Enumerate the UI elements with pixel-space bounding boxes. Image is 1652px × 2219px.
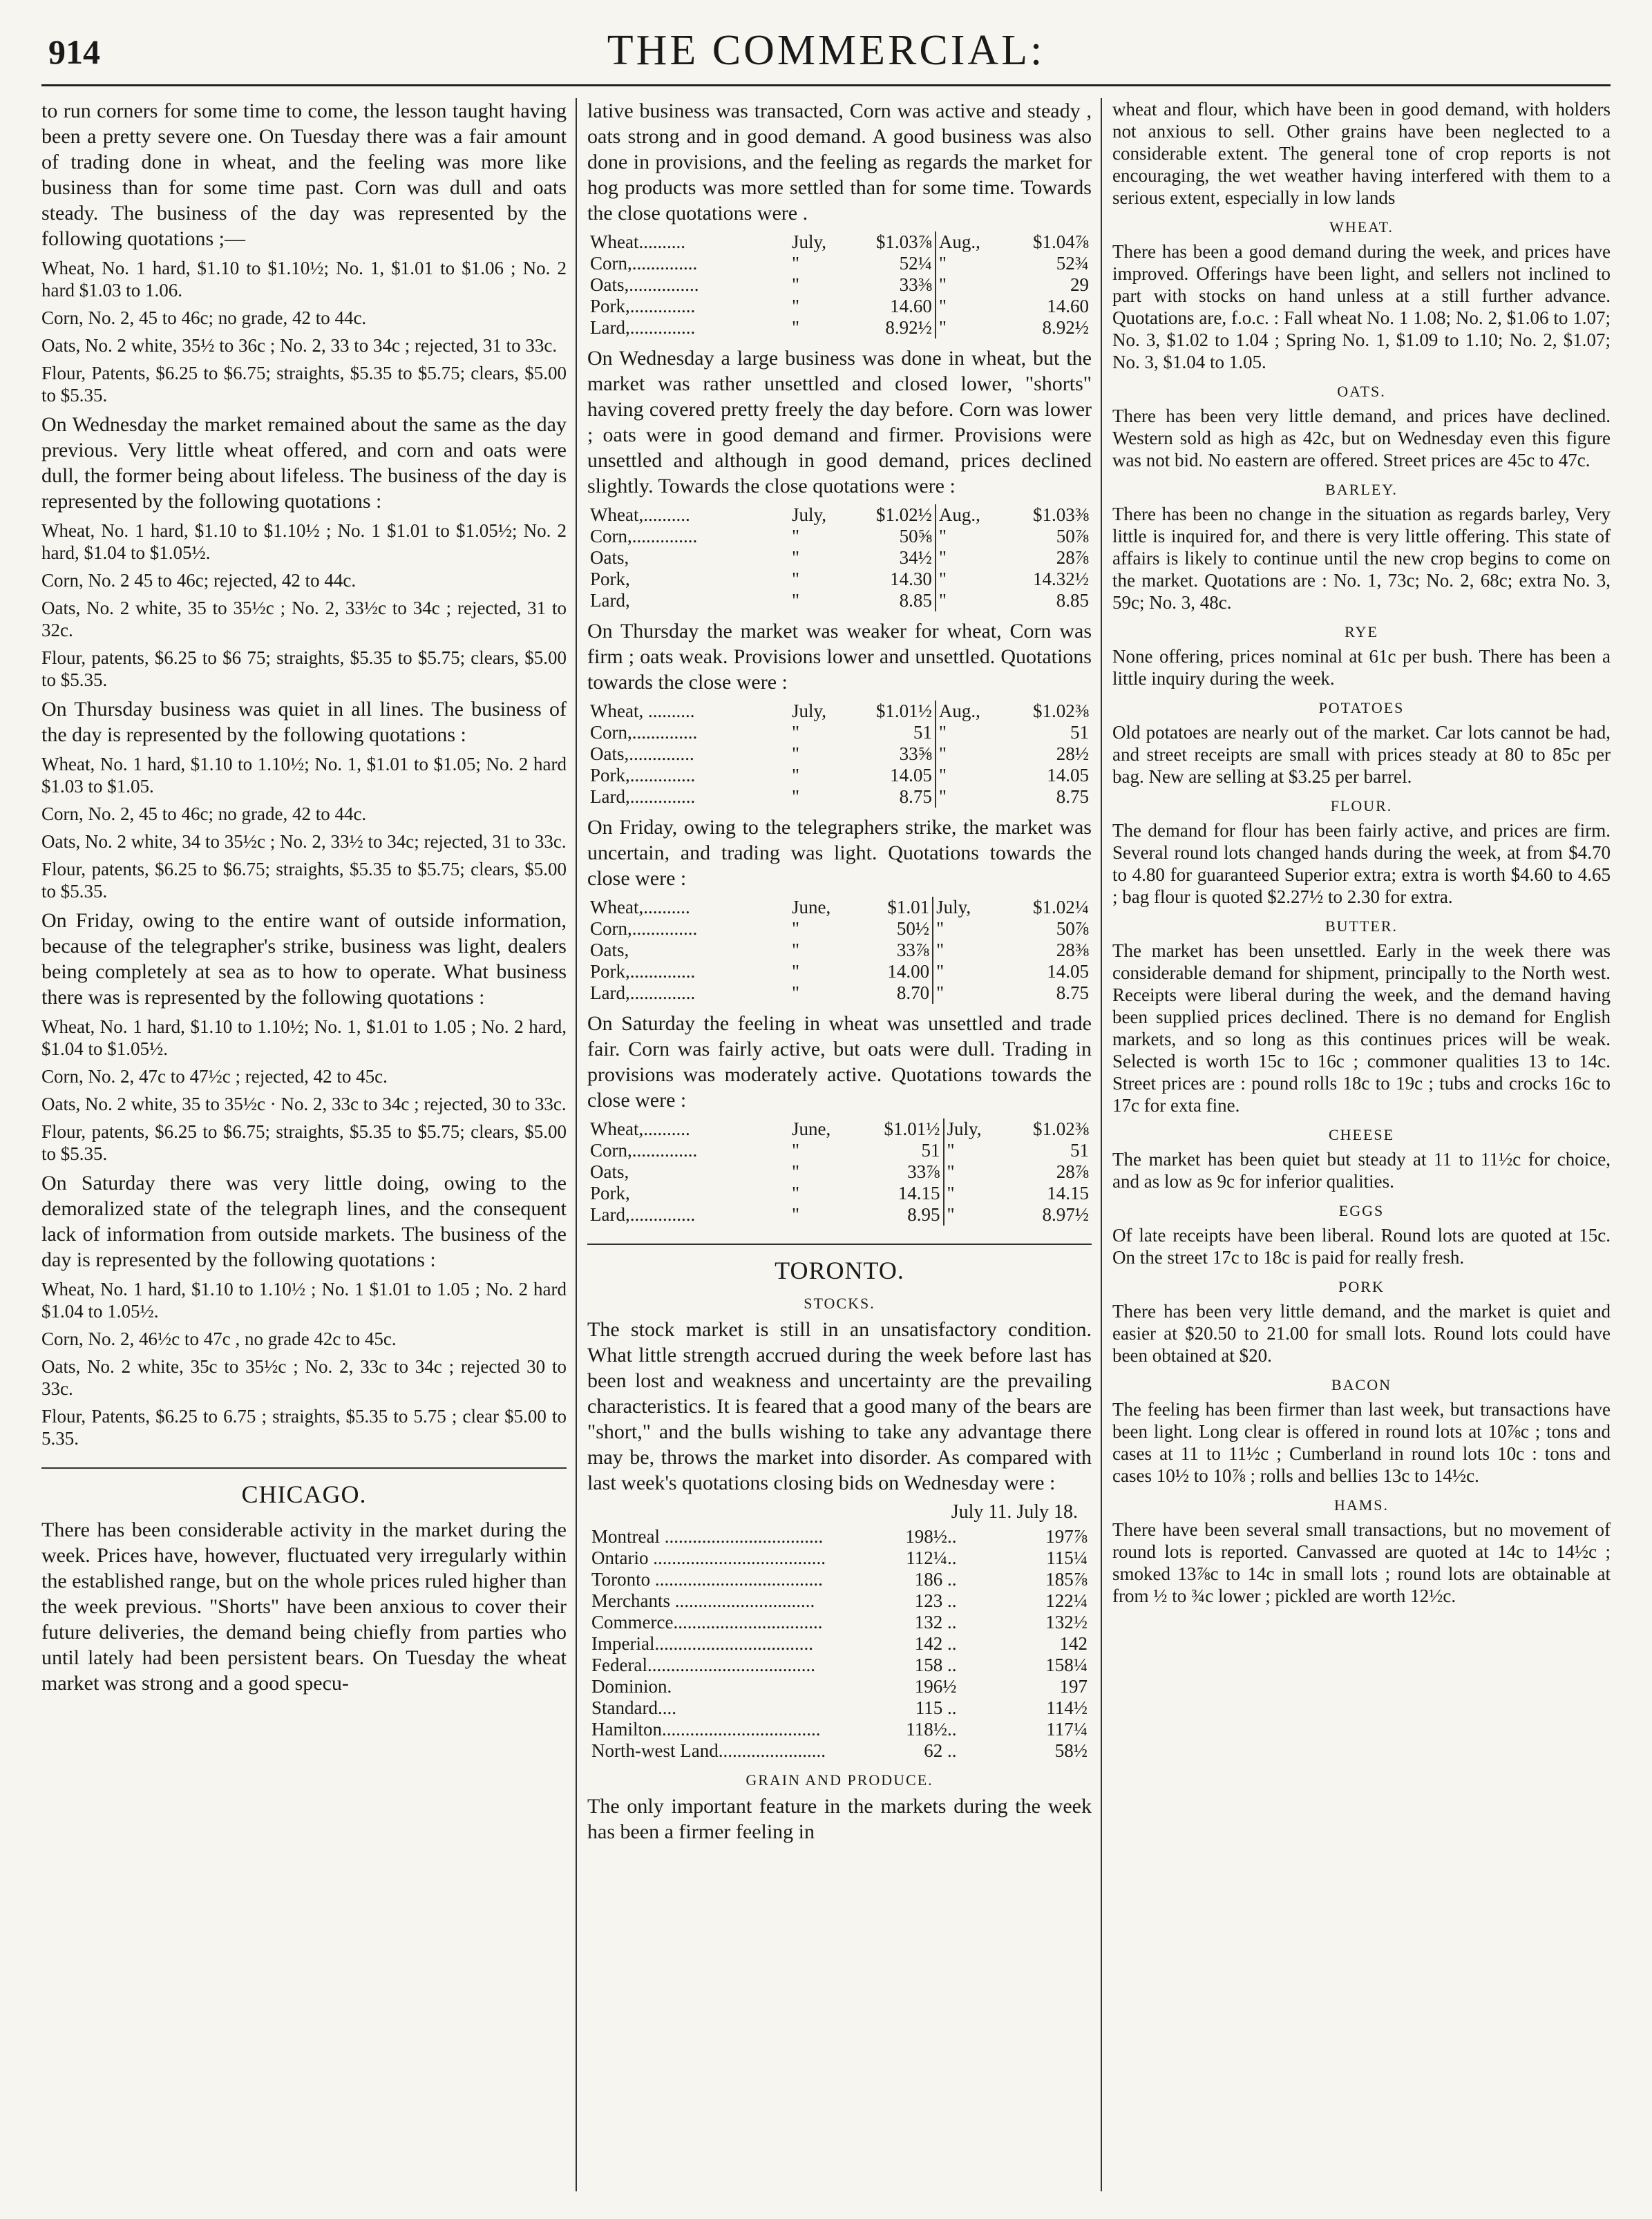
bid-july-11-cell: 118½.. xyxy=(906,1719,957,1740)
quotation-corn: Corn, No. 2, 45 to 46c; no grade, 42 to 44c. xyxy=(41,307,367,328)
newspaper-title: THE COMMERCIAL: xyxy=(607,27,1045,74)
price-cell: $1.01½ xyxy=(884,1118,940,1139)
quotation-row xyxy=(587,253,1092,274)
price-cell: 14.32½ xyxy=(1033,569,1089,589)
month-cell: June, xyxy=(792,897,831,917)
price-cell: 14.60 xyxy=(1047,296,1089,316)
quotation-row xyxy=(587,526,1092,547)
price-cell: 52¼ xyxy=(899,253,932,274)
stock-row xyxy=(587,1547,1092,1569)
bid-july-11-cell: 142 .. xyxy=(914,1633,957,1654)
quotation-flour: Flour, Patents, $6.25 to $6.75; straights, $5.35 to $5.75; clears, $5.00 to $5.35. xyxy=(41,363,567,406)
subheading-eggs: EGGS xyxy=(1338,1202,1385,1219)
price-cell: 8.95 xyxy=(907,1204,940,1225)
quotation-oats: Oats, No. 2 white, 34 to 35½c ; No. 2, 33½ to 34c; rejected, 31 to 33c. xyxy=(41,831,567,852)
stock-row xyxy=(587,1612,1092,1633)
quotation-row xyxy=(587,590,1092,611)
columns xyxy=(41,98,1611,2191)
bid-july-11-cell: 186 .. xyxy=(914,1569,957,1590)
stock-name-cell: Montreal .................................. xyxy=(591,1526,824,1547)
month-cell: " xyxy=(936,743,1004,765)
commodity-cell: Wheat, .......... xyxy=(590,701,695,721)
month-cell: " xyxy=(792,526,800,546)
quotation-wheat: Wheat, No. 1 hard, $1.10 to 1.10½; No. 1, $1.01 to 1.05 ; No. 2 hard, $1.04 to $1.05½. xyxy=(41,1016,567,1059)
month-cell: " xyxy=(933,918,996,940)
masthead xyxy=(41,21,1611,86)
bid-july-18-cell: 185⅞ xyxy=(1045,1569,1088,1590)
commodity-cell: Corn,.............. xyxy=(590,253,698,274)
price-cell: 14.05 xyxy=(1047,961,1089,982)
price-cell: 8.75 xyxy=(1056,982,1089,1003)
bid-july-18-cell: 142 xyxy=(1059,1633,1088,1654)
commodity-cell: Lard, xyxy=(590,590,630,611)
price-cell: 8.97½ xyxy=(1042,1204,1089,1225)
price-cell: 8.85 xyxy=(1056,590,1089,611)
paragraph: There has been a good demand during the week, and prices have improved. Offerings have been light, and sellers not inclined to part with stocks on hand unless at a still further advance. Quotations are, f.o.c. : Fall wheat No. 1 1.08; No. 2, $1.06 to 1.07; No. 3, $1.02 to 1.04 ; Spring No. 1, $1.09 to 1.10; No. 2, $1.07; No. 3, $1.04 to 1.05. xyxy=(1112,241,1611,372)
month-cell: July, xyxy=(792,504,827,525)
column-1 xyxy=(41,98,567,2191)
subheading-flour: FLOUR. xyxy=(1330,797,1393,815)
paragraph: There has been considerable activity in the market during the week. Prices have, however, fluctuated very irregularly within the established range, but on the whole prices ruled higher than the week previous. "Shorts" have been anxious to cover their future deliveries, the demand being chiefly from parties who until lately had been persistent bears. On Tuesday the wheat market was strong and a good specu- xyxy=(41,1518,567,1695)
month-cell: " xyxy=(792,1161,800,1182)
month-cell: Aug., xyxy=(936,231,1004,253)
month-cell: " xyxy=(792,918,800,939)
paragraph: On Thursday business was quiet in all lines. The business of the day is represented by the following quotations : xyxy=(41,698,567,746)
commodity-cell: Lard,.............. xyxy=(590,982,696,1003)
month-cell: " xyxy=(792,253,800,274)
quotation-flour: Flour, patents, $6.25 to $6 75; straights, $5.35 to $5.75; clears, $5.00 to $5.35. xyxy=(41,647,567,690)
bid-july-18-cell: 115¼ xyxy=(1046,1547,1088,1568)
bid-july-11-cell: 112¼.. xyxy=(906,1547,957,1568)
month-cell: " xyxy=(792,1204,800,1225)
month-cell: " xyxy=(792,1183,800,1203)
commodity-cell: Wheat,.......... xyxy=(590,897,690,917)
month-cell: " xyxy=(933,940,996,961)
quotation-flour: Flour, patents, $6.25 to $6.75; straights, $5.35 to $5.75; clears, $5.00 to $5.35. xyxy=(41,859,567,902)
quotation-row xyxy=(587,982,1092,1004)
price-cell: 14.05 xyxy=(1047,765,1089,785)
month-cell: " xyxy=(936,274,1004,296)
subheading-butter: BUTTER. xyxy=(1325,917,1398,935)
price-cell: 50⅝ xyxy=(899,526,932,546)
quotation-flour: Flour, Patents, $6.25 to 6.75 ; straights, $5.35 to 5.75 ; clear $5.00 to 5.35. xyxy=(41,1406,567,1449)
quotation-row xyxy=(587,274,1092,296)
quotation-row xyxy=(587,1118,1092,1140)
quotation-table xyxy=(587,231,1092,339)
subheading-rye: RYE xyxy=(1345,623,1378,640)
price-cell: 14.15 xyxy=(1047,1183,1089,1203)
commodity-cell: Pork, xyxy=(590,569,630,589)
quotation-table xyxy=(587,504,1092,611)
quotation-corn: Corn, No. 2, 47c to 47½c ; rejected, 42 to 45c. xyxy=(41,1066,388,1087)
paragraph: There has been very little demand, and the market is quiet and easier at $20.50 to 21.00 for small lots. Round lots could have been obtained at $20. xyxy=(1112,1301,1611,1366)
price-cell: 8.85 xyxy=(899,590,932,611)
subheading-oats: OATS. xyxy=(1337,383,1386,400)
paragraph: On Friday, owing to the entire want of outside information, because of the telegrapher's strike, business was light, dealers being completely at sea as to how to operate. What business there was is represented by the following quotations : xyxy=(41,909,567,1009)
price-cell: 14.00 xyxy=(887,961,930,982)
stock-row xyxy=(587,1526,1092,1547)
stock-row xyxy=(587,1590,1092,1612)
column-divider xyxy=(576,98,577,2191)
subheading-pork: PORK xyxy=(1338,1278,1385,1295)
price-cell: 33⅜ xyxy=(899,274,932,295)
price-cell: 8.92½ xyxy=(885,317,932,338)
quotation-oats: Oats, No. 2 white, 35½ to 36c ; No. 2, 33 to 34c ; rejected, 31 to 33c. xyxy=(41,335,558,356)
quotation-row xyxy=(587,317,1092,339)
month-cell: " xyxy=(792,569,800,589)
price-cell: 34½ xyxy=(899,547,932,568)
paragraph: There has been no change in the situation as regards barley, Very little is inquired for, and there is very little offering. This state of affairs is likely to continue until the new crop begins to come on the market. Quotations are : No. 1, 73c; No. 2, 68c; extra No. 3, 59c; No. 3, 48c. xyxy=(1112,504,1611,613)
price-cell: 28⅜ xyxy=(1056,940,1089,960)
price-cell: 52¾ xyxy=(1056,253,1089,274)
bid-july-18-cell: 122¼ xyxy=(1045,1590,1088,1611)
paragraph: None offering, prices nominal at 61c per bush. There has been a little inquiry during the week. xyxy=(1112,646,1611,689)
quotation-flour: Flour, patents, $6.25 to $6.75; straights, $5.35 to $5.75; clears, $5.00 to $5.35. xyxy=(41,1121,567,1164)
commodity-cell: Oats,............... xyxy=(590,274,699,295)
newspaper-page xyxy=(41,21,1611,2204)
section-heading-toronto: TORONTO. xyxy=(587,1244,1092,1285)
commodity-cell: Lard,.............. xyxy=(590,786,696,807)
month-cell: " xyxy=(792,317,800,338)
quotation-row xyxy=(587,765,1092,786)
quotation-row xyxy=(587,1204,1092,1226)
quotation-row xyxy=(587,743,1092,765)
quotation-oats: Oats, No. 2 white, 35c to 35½c ; No. 2, 33c to 34c ; rejected 30 to 33c. xyxy=(41,1356,567,1399)
stock-row xyxy=(587,1740,1092,1762)
quotation-row xyxy=(587,231,1092,253)
quotation-corn: Corn, No. 2, 46½c to 47c , no grade 42c to 45c. xyxy=(41,1328,397,1349)
paragraph: There have been several small transactions, but no movement of round lots is reported. Canvassed are quoted at 14c to 14½c ; smoked 13⅞c to 14c in small lots ; round lots are obtainable at from ½ to ¾c lower ; pickled are worth 12½c. xyxy=(1112,1519,1611,1606)
month-cell: " xyxy=(936,296,1004,317)
paragraph: Old potatoes are nearly out of the market. Car lots cannot be had, and street receipts are small with prices steady at 80 to 85c per bag. New are selling at $3.25 per barrel. xyxy=(1112,722,1611,787)
price-cell: 8.70 xyxy=(896,982,930,1003)
price-cell: 8.75 xyxy=(1056,786,1089,807)
quotation-row xyxy=(587,1183,1092,1204)
stock-row xyxy=(587,1633,1092,1655)
price-cell: 51 xyxy=(1070,1140,1089,1161)
paragraph: The stock market is still in an unsatisfactory condition. What little strength accrued during the week before last has been lost and weakness and uncertainty are the prevailing characteristics. It is feared that a good many of the bears are "short," and the bulls wishing to take any advantage there may be, throws the market into disorder. As compared with last week's quotations closing bids on Wednesday were : xyxy=(587,1318,1092,1494)
price-cell: 50⅞ xyxy=(1056,526,1089,546)
commodity-cell: Lard,.............. xyxy=(590,317,696,338)
commodity-cell: Oats, xyxy=(590,940,629,960)
stock-name-cell: Merchants .............................. xyxy=(591,1590,815,1611)
month-cell: " xyxy=(936,547,1004,569)
month-cell: " xyxy=(936,786,1004,808)
price-cell: 33⅞ xyxy=(896,940,930,960)
commodity-cell: Lard,.............. xyxy=(590,1204,696,1225)
price-cell: 28⅞ xyxy=(1056,547,1089,568)
commodity-cell: Corn,.............. xyxy=(590,526,698,546)
quotation-row xyxy=(587,701,1092,722)
subheading-stocks: STOCKS. xyxy=(804,1295,875,1312)
price-cell: $1.02⅜ xyxy=(1033,1118,1089,1139)
quotation-row xyxy=(587,296,1092,317)
month-cell: " xyxy=(792,786,800,807)
commodity-cell: Oats, xyxy=(590,547,629,568)
bid-july-11-cell: 123 .. xyxy=(914,1590,957,1611)
quotation-row xyxy=(587,786,1092,808)
price-cell: $1.04⅞ xyxy=(1033,231,1089,252)
subheading-cheese: CHEESE xyxy=(1328,1126,1395,1143)
section-heading-chicago: CHICAGO. xyxy=(41,1467,567,1509)
paragraph: The demand for flour has been fairly active, and prices are firm. Several round lots changed hands during the week, at from $4.70 to 4.80 for guaranteed Superior extra; extra is worth $4.60 to 4.65 ; bag flour is quoted $2.27½ to 2.30 for extra. xyxy=(1112,820,1611,907)
commodity-cell: Corn,.............. xyxy=(590,722,698,743)
price-cell: 29 xyxy=(1070,274,1089,295)
subheading-barley: BARLEY. xyxy=(1325,481,1398,498)
quotation-row xyxy=(587,918,1092,940)
month-cell: Aug., xyxy=(936,701,1004,722)
quotation-oats: Oats, No. 2 white, 35 to 35½c · No. 2, 33c to 34c ; rejected, 30 to 33c. xyxy=(41,1094,567,1114)
stock-row xyxy=(587,1676,1092,1697)
paragraph: Of late receipts have been liberal. Round lots are quoted at 15c. On the street 17c to 18c is paid for really fresh. xyxy=(1112,1225,1611,1268)
month-cell: " xyxy=(936,569,1004,590)
paragraph: The feeling has been firmer than last week, but transactions have been light. Long clear is offered in round lots at 10⅞c ; tons and cases at 11 to 11½c ; Cumberland in round lots 10c : tons and cases 10½ to 10⅞ ; rolls and bellies 13c to 14½c. xyxy=(1112,1399,1611,1486)
bid-july-18-cell: 114½ xyxy=(1046,1697,1088,1718)
paragraph: On Wednesday the market remained about the same as the day previous. Very little wheat offered, and corn and oats were dull, the former being about lifeless. The business of the day is represented by the following quotations : xyxy=(41,413,567,513)
bid-july-11-cell: 132 .. xyxy=(914,1612,957,1632)
paragraph: lative business was transacted, Corn was active and steady , oats strong and in good demand. A good business was also done in provisions, and the feeling as regards the market for hog products was more settled than for some time. Towards the close quotations were . xyxy=(587,99,1092,225)
price-cell: 28½ xyxy=(1056,743,1089,764)
quotation-row xyxy=(587,1140,1092,1161)
quotation-wheat: Wheat, No. 1 hard, $1.10 to $1.10½; No. 1, $1.01 to $1.06 ; No. 2 hard $1.03 to 1.06. xyxy=(41,258,567,301)
paragraph: The market has been quiet but steady at 11 to 11½c for choice, and as low as 9c for inferior qualities. xyxy=(1112,1149,1611,1192)
price-cell: $1.02½ xyxy=(875,504,932,525)
bid-july-18-cell: 117¼ xyxy=(1046,1719,1088,1740)
price-cell: 50½ xyxy=(896,918,930,939)
paragraph: On Wednesday a large business was done in wheat, but the market was rather unsettled and closed lower, "shorts" having covered pretty freely the day before. Corn was lower ; oats were in good demand and firmer. Provisions were unsettled and although in good demand, prices declined slightly. Towards the close quotations were : xyxy=(587,347,1092,497)
month-cell: July, xyxy=(792,231,827,252)
price-cell: 51 xyxy=(921,1140,940,1161)
price-cell: $1.02¼ xyxy=(1033,897,1089,917)
month-cell: " xyxy=(936,590,1004,611)
stock-name-cell: Commerce................................ xyxy=(591,1612,823,1632)
quotation-corn: Corn, No. 2, 45 to 46c; no grade, 42 to 44c. xyxy=(41,803,367,824)
quotation-wheat: Wheat, No. 1 hard, $1.10 to 1.10½; No. 1, $1.01 to $1.05; No. 2 hard $1.03 to $1.05. xyxy=(41,754,567,797)
bid-july-11-cell: 62 .. xyxy=(924,1740,957,1761)
price-cell: $1.01 xyxy=(887,897,930,917)
commodity-cell: Wheat.......... xyxy=(590,231,685,252)
month-cell: " xyxy=(944,1140,1003,1161)
price-cell: 28⅞ xyxy=(1056,1161,1089,1182)
price-cell: 8.92½ xyxy=(1042,317,1089,338)
subheading-bacon: BACON xyxy=(1331,1376,1392,1393)
month-cell: " xyxy=(936,317,1004,339)
quotation-row xyxy=(587,504,1092,526)
month-cell: " xyxy=(792,961,800,982)
commodity-cell: Pork,.............. xyxy=(590,765,696,785)
quotation-wheat: Wheat, No. 1 hard, $1.10 to $1.10½ ; No. 1 $1.01 to $1.05½; No. 2 hard, $1.04 to $1.05½. xyxy=(41,520,567,563)
page-number: 914 xyxy=(48,32,100,71)
price-cell: $1.01½ xyxy=(875,701,932,721)
column-3 xyxy=(1112,98,1611,2191)
month-cell: " xyxy=(933,961,996,982)
month-cell: Aug., xyxy=(936,504,1004,526)
paragraph: wheat and flour, which have been in good demand, with holders not anxious to sell. Other grains have been neglected to a considerable extent. The general tone of crop reports is not encouraging, the wet weather having interfered with them to a serious extent, especially in low lands xyxy=(1112,99,1611,208)
quotation-row xyxy=(587,961,1092,982)
commodity-cell: Wheat,.......... xyxy=(590,504,690,525)
month-cell: " xyxy=(944,1204,1003,1226)
bid-july-11-cell: 196½ xyxy=(914,1676,957,1697)
quotation-row xyxy=(587,940,1092,961)
paragraph: On Thursday the market was weaker for wheat, Corn was firm ; oats weak. Provisions lower and unsettled. Quotations towards the close were : xyxy=(587,620,1092,694)
commodity-cell: Wheat,.......... xyxy=(590,1118,690,1139)
price-cell: 51 xyxy=(913,722,932,743)
month-cell: " xyxy=(792,274,800,295)
stocks-table xyxy=(587,1526,1092,1762)
stock-name-cell: Standard.... xyxy=(591,1697,676,1718)
bid-july-18-cell: 132½ xyxy=(1045,1612,1088,1632)
stock-name-cell: Dominion. xyxy=(591,1676,672,1697)
month-cell: " xyxy=(936,722,1004,743)
paragraph: On Friday, owing to the telegraphers strike, the market was uncertain, and trading was light. Quotations towards the close were : xyxy=(587,816,1092,890)
quotation-table xyxy=(587,701,1092,808)
price-cell: 33⅝ xyxy=(899,743,932,764)
paragraph: The only important feature in the markets during the week has been a firmer feeling in xyxy=(587,1795,1092,1843)
commodity-cell: Corn,.............. xyxy=(590,918,698,939)
month-cell: July, xyxy=(944,1118,1003,1140)
price-cell: $1.02⅜ xyxy=(1033,701,1089,721)
stock-name-cell: Imperial.................................. xyxy=(591,1633,813,1654)
month-cell: " xyxy=(792,765,800,785)
price-cell: $1.03⅜ xyxy=(1033,504,1089,525)
column-2 xyxy=(587,98,1092,2191)
month-cell: " xyxy=(944,1183,1003,1204)
month-cell: " xyxy=(792,1140,800,1161)
month-cell: " xyxy=(944,1161,1003,1183)
stock-row xyxy=(587,1569,1092,1590)
subheading-wheat: WHEAT. xyxy=(1329,218,1394,236)
bid-july-18-cell: 197 xyxy=(1059,1676,1088,1697)
bid-july-18-cell: 197⅞ xyxy=(1045,1526,1088,1547)
bid-july-11-cell: 115 .. xyxy=(915,1697,957,1718)
price-cell: 14.30 xyxy=(890,569,932,589)
month-cell: July, xyxy=(933,897,996,918)
price-cell: $1.03⅞ xyxy=(875,231,932,252)
quotation-wheat: Wheat, No. 1 hard, $1.10 to 1.10½ ; No. 1 $1.01 to 1.05 ; No. 2 hard $1.04 to 1.05½. xyxy=(41,1279,567,1322)
month-cell: " xyxy=(933,982,996,1004)
month-cell: " xyxy=(792,940,800,960)
paragraph: The market has been unsettled. Early in the week there was considerable demand for shipment, principally to the North west. Receipts were liberal during the week, and the demand having been supplied prices declined. There is no demand for English markets, and so long as this continues prices will be weak. Selected is worth 15c to 16c ; commoner qualities 13 to 14c. Street prices are : pound rolls 18c to 19c ; tubs and crocks 16c to 17c for exta fine. xyxy=(1112,940,1611,1116)
stock-row xyxy=(587,1655,1092,1676)
price-cell: 14.05 xyxy=(890,765,932,785)
bid-july-18-cell: 158¼ xyxy=(1045,1655,1088,1675)
stocks-table-header: July 11. July 18. xyxy=(951,1501,1078,1523)
paragraph: There has been very little demand, and prices have declined. Western sold as high as 42c, but on Wednesday even this figure was not bid. No eastern are offered. Street prices are 45c to 47c. xyxy=(1112,406,1611,470)
paragraph: On Saturday there was very little doing, owing to the demoralized state of the telegraph lines, and the consequent lack of information from outside markets. The business of the day is represented by the following quotations : xyxy=(41,1172,567,1271)
stock-name-cell: Toronto .................................... xyxy=(591,1569,823,1590)
subheading-grain-produce: GRAIN AND PRODUCE. xyxy=(746,1771,933,1789)
month-cell: " xyxy=(792,590,800,611)
quotation-table xyxy=(587,1118,1092,1226)
paragraph: On Saturday the feeling in wheat was unsettled and trade fair. Corn was fairly active, but oats were dull. Trading in provisions was moderately active. Quotations towards the close were : xyxy=(587,1012,1092,1112)
price-cell: 51 xyxy=(1070,722,1089,743)
quotation-corn: Corn, No. 2 45 to 46c; rejected, 42 to 44c. xyxy=(41,570,357,591)
quotation-row xyxy=(587,1161,1092,1183)
price-cell: 8.75 xyxy=(899,786,932,807)
price-cell: 33⅞ xyxy=(907,1161,940,1182)
stock-name-cell: Federal.................................... xyxy=(591,1655,815,1675)
commodity-cell: Corn,.............. xyxy=(590,1140,698,1161)
quotation-table xyxy=(587,897,1092,1004)
bid-july-11-cell: 158 .. xyxy=(914,1655,957,1675)
month-cell: " xyxy=(936,765,1004,786)
commodity-cell: Pork, xyxy=(590,1183,630,1203)
subheading-potatoes: POTATOES xyxy=(1318,699,1405,716)
month-cell: " xyxy=(936,526,1004,547)
month-cell: " xyxy=(792,296,800,316)
month-cell: " xyxy=(792,982,800,1003)
bid-july-18-cell: 58½ xyxy=(1054,1740,1088,1761)
month-cell: " xyxy=(792,722,800,743)
stock-name-cell: North-west Land....................... xyxy=(591,1740,826,1761)
stock-name-cell: Hamilton.................................. xyxy=(591,1719,821,1740)
price-cell: 50⅞ xyxy=(1056,918,1089,939)
stock-row xyxy=(587,1697,1092,1719)
quotation-row xyxy=(587,547,1092,569)
month-cell: June, xyxy=(792,1118,831,1139)
price-cell: 14.60 xyxy=(890,296,932,316)
commodity-cell: Oats,.............. xyxy=(590,743,694,764)
quotation-row xyxy=(587,897,1092,918)
quotation-row xyxy=(587,722,1092,743)
month-cell: " xyxy=(792,547,800,568)
month-cell: " xyxy=(792,743,800,764)
commodity-cell: Pork,.............. xyxy=(590,296,696,316)
quotation-row xyxy=(587,569,1092,590)
quotation-oats: Oats, No. 2 white, 35 to 35½c ; No. 2, 33½c to 34c ; rejected, 31 to 32c. xyxy=(41,598,567,640)
subheading-hams: HAMS. xyxy=(1333,1496,1389,1514)
stock-name-cell: Ontario ..................................... xyxy=(591,1547,826,1568)
stock-row xyxy=(587,1719,1092,1740)
month-cell: July, xyxy=(792,701,827,721)
month-cell: " xyxy=(936,253,1004,274)
column-divider xyxy=(1101,98,1102,2191)
price-cell: 14.15 xyxy=(898,1183,940,1203)
paragraph: to run corners for some time to come, the lesson taught having been a pretty severe one. On Tuesday there was a fair amount of trading done in wheat, and the feeling was more like business than for some time past. Corn was dull and oats steady. The business of the day was represented by the following quotations ;— xyxy=(41,99,567,250)
bid-july-11-cell: 198½.. xyxy=(905,1526,957,1547)
commodity-cell: Pork,.............. xyxy=(590,961,696,982)
commodity-cell: Oats, xyxy=(590,1161,629,1182)
